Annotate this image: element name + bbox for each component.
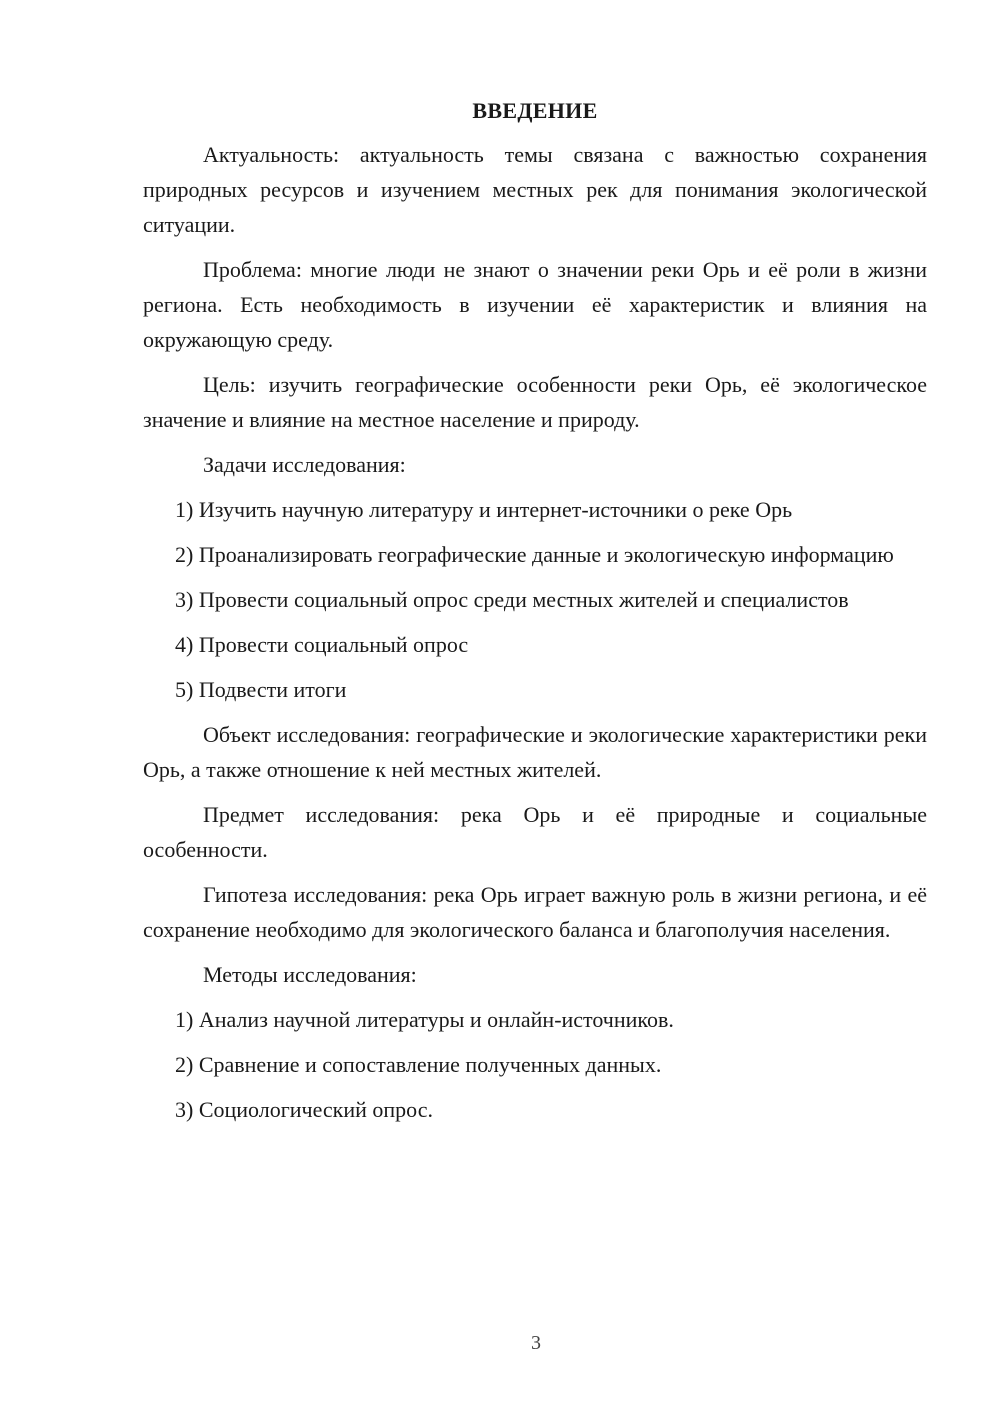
method-item: 1) Анализ научной литературы и онлайн-источников. [175, 1007, 674, 1032]
goal-paragraph: Цель: изучить географические особенности реки Орь, её экологическое значение и влияние на местное население и природу. [143, 372, 927, 432]
tasks-heading: Задачи исследования: [203, 452, 406, 477]
methods-heading: Методы исследования: [203, 962, 417, 987]
task-item: 1) Изучить научную литературу и интернет-источники о реке Орь [175, 497, 793, 522]
task-item: 2) Проанализировать географические данные и экологическую информацию [175, 542, 894, 567]
subject-paragraph: Предмет исследования: река Орь и её природные и социальные особенности. [143, 802, 927, 862]
task-item: 4) Провести социальный опрос [175, 632, 469, 657]
problem-paragraph: Проблема: многие люди не знают о значении реки Орь и её роли в жизни региона. Есть необходимость в изучении её характеристик и влияния на окружающую среду. [143, 257, 927, 352]
document-page [143, 95, 927, 1137]
relevance-paragraph: Актуальность: актуальность темы связана с важностью сохранения природных ресурсов и изучением местных рек для понимания экологической ситуации. [143, 142, 927, 237]
method-item: 2) Сравнение и сопоставление полученных данных. [175, 1052, 662, 1077]
hypothesis-paragraph: Гипотеза исследования: река Орь играет важную роль в жизни региона, и её сохранение необходимо для экологического баланса и благополучия населения. [143, 882, 927, 942]
object-paragraph: Объект исследования: географические и экологические характеристики реки Орь, а также отношение к ней местных жителей. [143, 722, 927, 782]
task-item: 3) Провести социальный опрос среди местных жителей и специалистов [175, 587, 849, 612]
task-item: 5) Подвести итоги [175, 677, 347, 702]
page-number: 3 [531, 1332, 541, 1354]
method-item: 3) Социологический опрос. [175, 1097, 433, 1122]
section-title: ВВЕДЕНИЕ [472, 98, 598, 123]
